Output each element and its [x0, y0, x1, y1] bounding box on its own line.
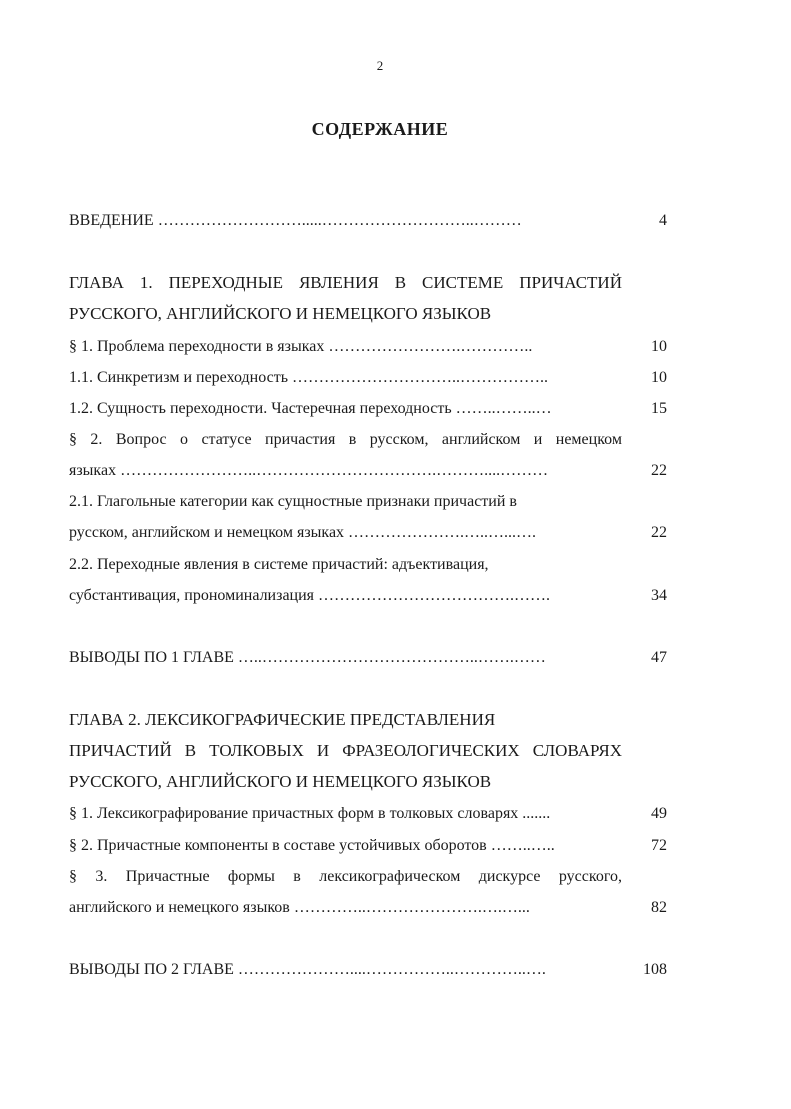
- toc-page-concl2: 108: [643, 961, 667, 978]
- toc-page-ch1-s1: 10: [651, 338, 667, 355]
- toc-entry-ch1-s2: § 2. Вопрос о статусе причастия в русском, английском и немецком: [69, 431, 622, 448]
- toc-entry-ch2-s1: § 1. Лексикографирование причастных форм в толковых словарях .......: [69, 805, 551, 822]
- toc-page-ch1-s2-1: 22: [651, 524, 667, 541]
- toc-page-ch2-s2: 72: [651, 837, 667, 854]
- toc-entry-ch1-s1-2: 1.2. Сущность переходности. Частеречная переходность ……..……..…: [69, 400, 552, 417]
- toc-entry-ch1-s1: § 1. Проблема переходности в языках …………………….…………..: [69, 338, 533, 355]
- toc-entry-ch1-s2-1: 2.1. Глагольные категории как сущностные признаки причастий в: [69, 493, 517, 510]
- toc-entry-ch2-s2: § 2. Причастные компоненты в составе устойчивых оборотов ……..…..: [69, 837, 555, 854]
- toc-entry-ch1-s2-2-cont: субстантивация, прономинализация ……………………………….…….: [69, 587, 551, 604]
- toc-page-concl1: 47: [651, 649, 667, 666]
- toc-page-intro: 4: [659, 212, 667, 229]
- toc-entry-ch2-s3: § 3. Причастные формы в лексикографическом дискурсе русского,: [69, 868, 622, 885]
- toc-entry-ch1-s2-1-cont: русском, английском и немецком языках ………………….…..…...….: [69, 524, 537, 541]
- toc-page-ch1-s1-1: 10: [651, 369, 667, 386]
- toc-entry-concl2: ВЫВОДЫ ПО 2 ГЛАВЕ …………………....……………..…………..….: [69, 961, 546, 978]
- toc-page-ch1-s2-2: 34: [651, 587, 667, 604]
- toc-entry-intro: ВВЕДЕНИЕ ……………………….....………………………..………: [69, 212, 522, 229]
- toc-entry-ch1-s1-1: 1.1. Синкретизм и переходность …………………………..……………..: [69, 369, 548, 386]
- chapter1-heading-cont: РУССКОГО, АНГЛИЙСКОГО И НЕМЕЦКОГО ЯЗЫКОВ: [69, 304, 492, 323]
- chapter1-heading: ГЛАВА 1. ПЕРЕХОДНЫЕ ЯВЛЕНИЯ В СИСТЕМЕ ПРИЧАСТИЙ: [69, 273, 622, 292]
- toc-page-ch1-s2: 22: [651, 462, 667, 479]
- chapter2-heading-cont: ПРИЧАСТИЙ В ТОЛКОВЫХ И ФРАЗЕОЛОГИЧЕСКИХ СЛОВАРЯХ: [69, 741, 622, 760]
- toc-entry-ch2-s3-cont: английского и немецкого языков …………..………………….….…...: [69, 899, 530, 916]
- toc-page-ch2-s3: 82: [651, 899, 667, 916]
- page-title: СОДЕРЖАНИЕ: [311, 119, 449, 139]
- toc-entry-ch1-s2-2: 2.2. Переходные явления в системе причастий: адъективация,: [69, 556, 489, 573]
- toc-entry-concl1: ВЫВОДЫ ПО 1 ГЛАВЕ …..…………………………………..…….……: [69, 649, 546, 666]
- toc-page-ch2-s1: 49: [651, 805, 667, 822]
- toc-page-ch1-s1-2: 15: [651, 400, 667, 417]
- page-number: 2: [376, 58, 384, 73]
- chapter2-heading-cont2: РУССКОГО, АНГЛИЙСКОГО И НЕМЕЦКОГО ЯЗЫКОВ: [69, 772, 492, 791]
- chapter2-heading: ГЛАВА 2. ЛЕКСИКОГРАФИЧЕСКИЕ ПРЕДСТАВЛЕНИЯ: [69, 710, 496, 729]
- toc-entry-ch1-s2-cont: языках ……………………..…………………………….………....………: [69, 462, 549, 479]
